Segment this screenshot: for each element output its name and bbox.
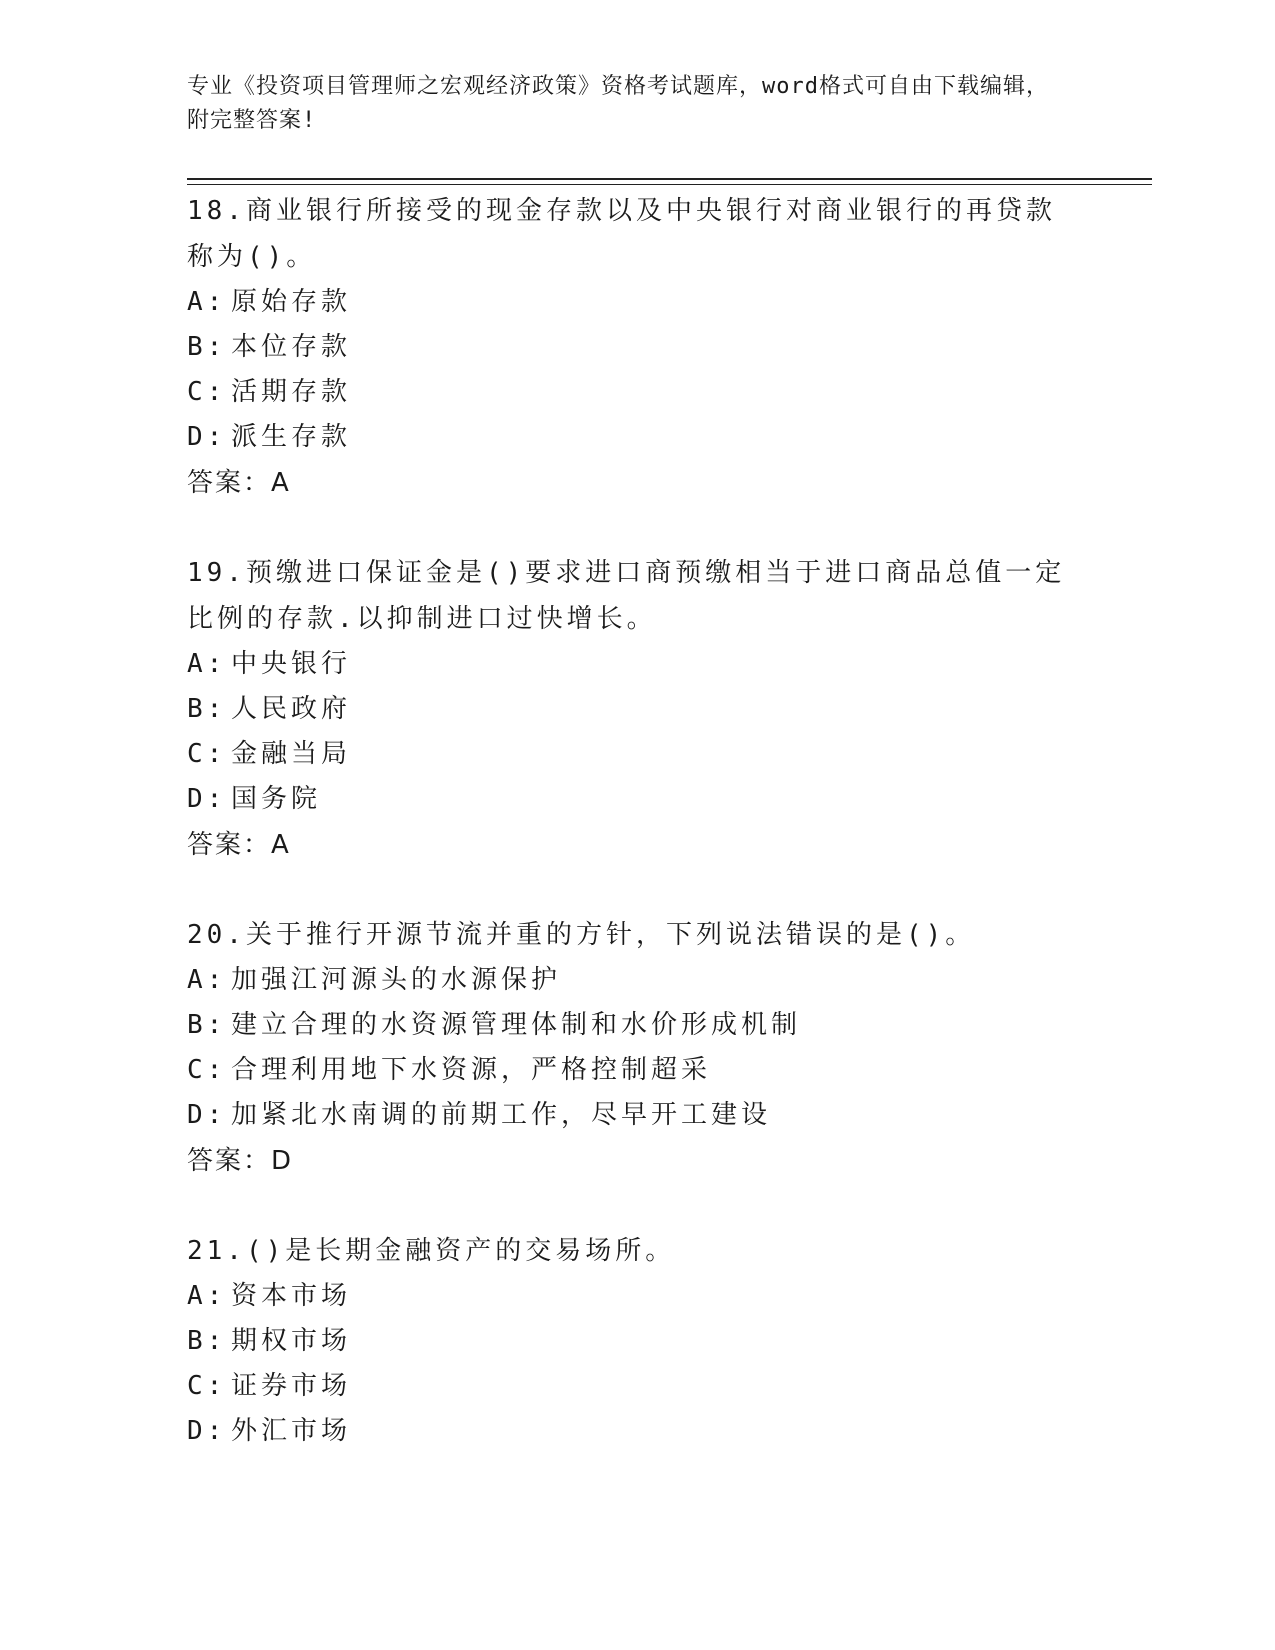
answer-line: 答案：A xyxy=(187,830,291,860)
option-text: 中央银行 xyxy=(231,649,352,679)
option-text: 金融当局 xyxy=(231,739,352,769)
option-text: 加紧北水南调的前期工作，尽早开工建设 xyxy=(231,1100,772,1130)
option-letter: B: xyxy=(187,1010,227,1040)
question-20 xyxy=(187,912,1077,1184)
option-text: 原始存款 xyxy=(231,287,352,317)
option-letter: B: xyxy=(187,332,227,362)
question-stem: 20.关于推行开源节流并重的方针，下列说法错误的是()。 xyxy=(187,920,976,950)
option-text: 合理利用地下水资源，严格控制超采 xyxy=(231,1055,712,1085)
option-d xyxy=(187,415,1077,460)
option-letter: C: xyxy=(187,377,227,407)
option-letter: D: xyxy=(187,784,227,814)
option-letter: A: xyxy=(187,1281,227,1311)
option-text: 国务院 xyxy=(231,784,322,814)
option-letter: A: xyxy=(187,965,227,995)
option-letter: B: xyxy=(187,694,227,724)
option-d xyxy=(187,777,1077,822)
option-a xyxy=(187,280,1077,325)
option-letter: C: xyxy=(187,1055,227,1085)
question-19 xyxy=(187,550,1077,868)
option-a xyxy=(187,642,1077,687)
option-text: 人民政府 xyxy=(231,694,352,724)
document-header-intro: 专业《投资项目管理师之宏观经济政策》资格考试题库，word格式可自由下载编辑，附完整答案! xyxy=(187,74,1049,133)
option-letter: C: xyxy=(187,1371,227,1401)
option-c xyxy=(187,1364,1077,1409)
option-c xyxy=(187,732,1077,777)
option-text: 派生存款 xyxy=(231,422,352,452)
option-b xyxy=(187,325,1077,370)
option-text: 活期存款 xyxy=(231,377,352,407)
option-text: 本位存款 xyxy=(231,332,352,362)
option-text: 建立合理的水资源管理体制和水价形成机制 xyxy=(231,1010,802,1040)
option-letter: D: xyxy=(187,422,227,452)
option-b xyxy=(187,1319,1077,1364)
option-letter: A: xyxy=(187,649,227,679)
option-letter: D: xyxy=(187,1416,227,1446)
option-a xyxy=(187,1274,1077,1319)
answer-line: 答案：D xyxy=(187,1146,294,1176)
option-b xyxy=(187,1003,1077,1048)
question-stem: 19.预缴进口保证金是()要求进口商预缴相当于进口商品总值一定比例的存款.以抑制进口过快增长。 xyxy=(187,558,1066,634)
answer-line: 答案：A xyxy=(187,468,291,498)
option-b xyxy=(187,687,1077,732)
option-letter: A: xyxy=(187,287,227,317)
question-21 xyxy=(187,1228,1077,1454)
option-letter: B: xyxy=(187,1326,227,1356)
option-text: 期权市场 xyxy=(231,1326,352,1356)
option-d xyxy=(187,1093,1077,1138)
header-divider-thin xyxy=(187,184,1152,185)
option-text: 加强江河源头的水源保护 xyxy=(231,965,562,995)
option-text: 外汇市场 xyxy=(231,1416,352,1446)
option-d xyxy=(187,1409,1077,1454)
option-c xyxy=(187,370,1077,415)
question-stem: 21.()是长期金融资产的交易场所。 xyxy=(187,1236,676,1266)
option-c xyxy=(187,1048,1077,1093)
option-a xyxy=(187,958,1077,1003)
question-stem: 18.商业银行所接受的现金存款以及中央银行对商业银行的再贷款称为()。 xyxy=(187,196,1056,272)
option-letter: C: xyxy=(187,739,227,769)
header-divider-thick xyxy=(187,178,1152,180)
option-text: 资本市场 xyxy=(231,1281,352,1311)
question-18 xyxy=(187,188,1077,506)
question-list xyxy=(187,188,1077,1498)
option-letter: D: xyxy=(187,1100,227,1130)
option-text: 证券市场 xyxy=(231,1371,352,1401)
